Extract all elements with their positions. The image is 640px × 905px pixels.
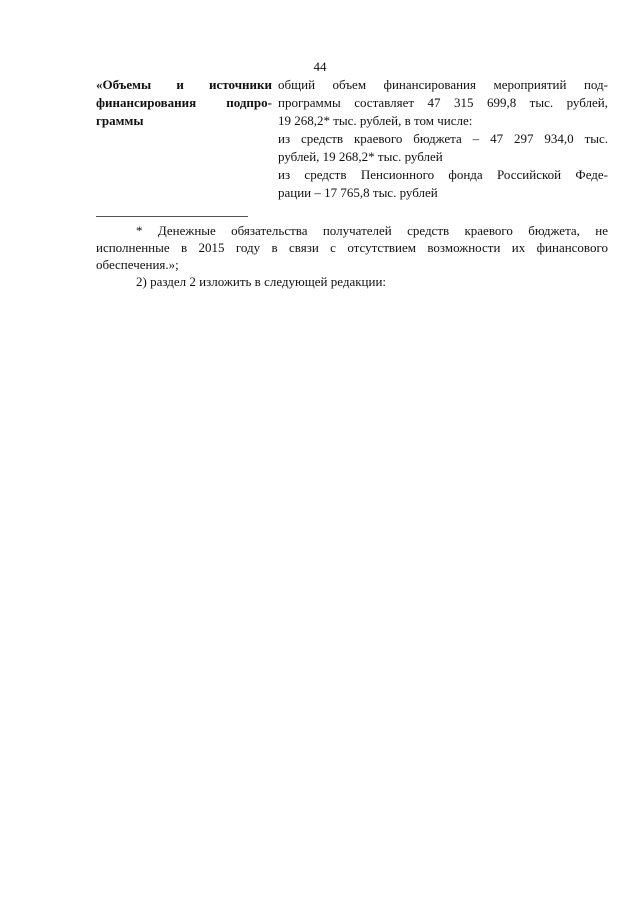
footnote-line: * Денежные обязательства получателей средств краевого бюджета, не: [136, 223, 608, 238]
label-line: граммы: [96, 113, 144, 128]
footnote-line: обеспечения.»;: [96, 257, 179, 272]
label-line: «Объемы и источники: [96, 77, 272, 92]
value-line: 19 268,2* тыс. рублей, в том числе:: [278, 113, 473, 128]
page-number: 44: [313, 59, 327, 74]
value-line: общий объем финансирования мероприятий под-: [278, 77, 608, 92]
footnote-separator: [96, 216, 248, 217]
value-line: из средств краевого бюджета – 47 297 934,0 тыс.: [278, 131, 608, 146]
financing-label: [96, 76, 272, 202]
footnote-line: исполненные в 2015 году в связи с отсутствием возможности их финансового: [96, 240, 608, 255]
value-line: рации – 17 765,8 тыс. рублей: [278, 185, 438, 200]
footnote: [96, 222, 608, 273]
amendment-instruction: 2) раздел 2 изложить в следующей редакции:: [136, 274, 387, 289]
value-line: рублей, 19 268,2* тыс. рублей: [278, 149, 443, 164]
value-line: из средств Пенсионного фонда Российской Феде-: [278, 167, 608, 182]
financing-passport-row: [96, 76, 608, 202]
financing-value: [278, 76, 608, 202]
label-line: финансирования подпро-: [96, 95, 272, 110]
value-line: программы составляет 47 315 699,8 тыс. рублей,: [278, 95, 608, 110]
